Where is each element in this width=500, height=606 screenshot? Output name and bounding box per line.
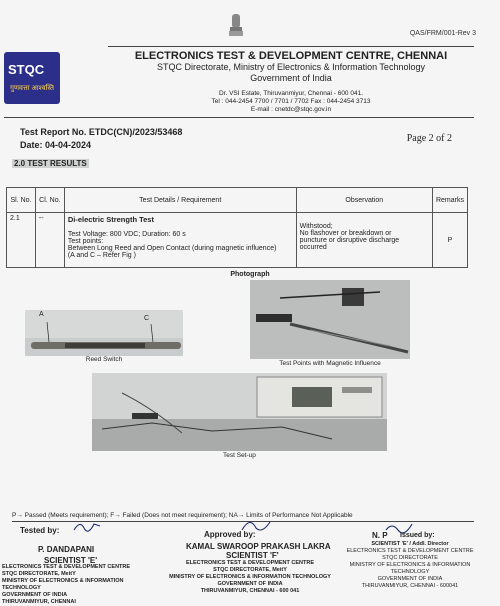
cell-observation [296,213,432,268]
report-number: Test Report No. ETDC(CN)/2023/53468 [20,127,183,137]
remarks-legend: P→ Passed (Meets requirement); F→ Failed (Does not meet requirement); NA→ Limits of Performance Not Applicable [12,512,353,519]
stqc-logo [4,52,60,104]
org-name: ELECTRONICS TEST & DEVELOPMENT CENTRE, CHENNAI [134,50,448,62]
cell-test-details [64,213,296,268]
marker-c: C [144,315,150,322]
marker-a: A [39,311,44,318]
cell-sl-no: 2.1 [7,213,36,268]
cell-remarks: P [432,213,467,268]
table-header-row [7,188,468,213]
test-setup-caption: Test Set-up [223,452,256,459]
magnetic-influence-image [250,280,410,359]
stamp-line: THIRUVANMIYUR, CHENNAI - 600 041 [200,588,300,594]
header-rule-bottom [4,117,474,118]
stamp-line: THIRUVANMIYUR, CHENNAI [2,599,76,605]
org-email: E-mail : cnetdc@stqc.gov.in [250,106,332,113]
table-row [7,213,468,268]
header-rule-top [108,46,474,47]
stamp-line: ELECTRONICS TEST & DEVELOPMENT CENTRE [2,564,131,570]
org-address: Dr. VSI Estate, Thiruvanmiyur, Chennai - 600 041. [218,90,364,97]
approved-by-signature [240,516,274,536]
stamp-line: THIRUVANMIYUR, CHENNAI - 600041 [361,583,459,589]
stamp-line: GOVERNMENT OF INDIA [2,592,68,598]
stamp-line: MINISTRY OF ELECTRONICS & INFORMATION TECHNOLOGY [169,574,331,580]
issued-by-stamp [330,548,490,590]
header-sl-no: Sl. No. [7,188,36,213]
issued-by-name: N. P [372,531,388,540]
report-date: Date: 04-04-2024 [20,140,92,150]
logo-text: STQC [8,62,45,77]
stamp-line: MINISTRY OF ELECTRONICS & INFORMATION TECHNOLOGY [349,562,471,575]
observation-line: No flashover or breakdown or [299,230,392,237]
stamp-line: MINISTRY OF ELECTRONICS & INFORMATION TECHNOLOGY [2,578,124,591]
issued-by-designation: SCIENTIST 'E' / Addl. Director [371,541,449,547]
magnetic-influence-caption: Test Points with Magnetic Influence [279,360,381,367]
magnetic-influence-photo [250,280,410,359]
tested-by-signature [72,518,102,534]
header-remarks: Remarks [432,188,467,213]
reed-switch-photo [25,310,183,356]
test-detail-line: Between Long Reed and Open Contact (during magnetic influence) [67,245,277,252]
org-government: Government of India [250,73,332,83]
photograph-title: Photograph [230,271,270,278]
form-number: QAS/FRM/001-Rev 3 [409,30,476,37]
header-observation: Observation [296,188,432,213]
header-test-details: Test Details / Requirement [64,188,296,213]
test-detail-line: Test Voltage: 800 VDC; Duration: 60 s [67,231,186,238]
org-directorate: STQC Directorate, Ministry of Electronics & Information Technology [157,62,425,72]
reed-switch-image [25,310,183,356]
stamp-line: ELECTRONICS TEST & DEVELOPMENT CENTRE [185,560,315,566]
cell-cl-no: -- [35,213,64,268]
stamp-line: ELECTRONICS TEST & DEVELOPMENT CENTRE [346,548,474,554]
test-setup-photo [92,373,387,451]
stamp-line: STQC DIRECTORATE [382,555,438,561]
approved-by-designation: SCIENTIST 'F' [226,551,279,560]
test-title: Di-electric Strength Test [67,215,154,224]
approved-by-stamp [160,560,340,595]
page-number: Page 2 of 2 [406,133,452,144]
approved-by-name: KAMAL SWAROOP PRAKASH LAKRA [186,542,331,551]
observation-line: Withstood; [299,223,333,230]
section-title: 2.0 TEST RESULTS [14,159,87,168]
test-detail-line: Test points: [67,238,104,245]
tested-by-label: Tested by: [20,526,60,535]
stamp-line: GOVERNMENT OF INDIA [217,581,283,587]
stamp-line: STQC DIRECTORATE, MeitY [2,571,76,577]
org-phone: Tel : 044-2454 7700 / 7701 / 7702 Fax : 044-2454 3713 [211,98,371,105]
test-setup-image [92,373,387,451]
approved-by-label: Approved by: [204,530,256,539]
stamp-line: STQC DIRECTORATE, MeitY [213,567,287,573]
observation-line: occurred [299,244,327,251]
stamp-line: GOVERNMENT OF INDIA [377,576,443,582]
observation-line: puncture or disruptive discharge [299,237,400,244]
logo-subtext: गुणवत्ता आश्वस्ति [10,85,55,92]
issued-by-label: Issued by: [400,532,435,539]
test-detail-line: (A and C – Refer Fig ) [67,252,136,259]
tested-by-designation: SCIENTIST 'E' [44,556,98,565]
tested-by-name: P. DANDAPANI [38,545,95,554]
header-cl-no: Cl. No. [35,188,64,213]
reed-switch-caption: Reed Switch [85,356,123,363]
test-results-table [6,187,468,268]
national-emblem-icon [226,12,246,38]
